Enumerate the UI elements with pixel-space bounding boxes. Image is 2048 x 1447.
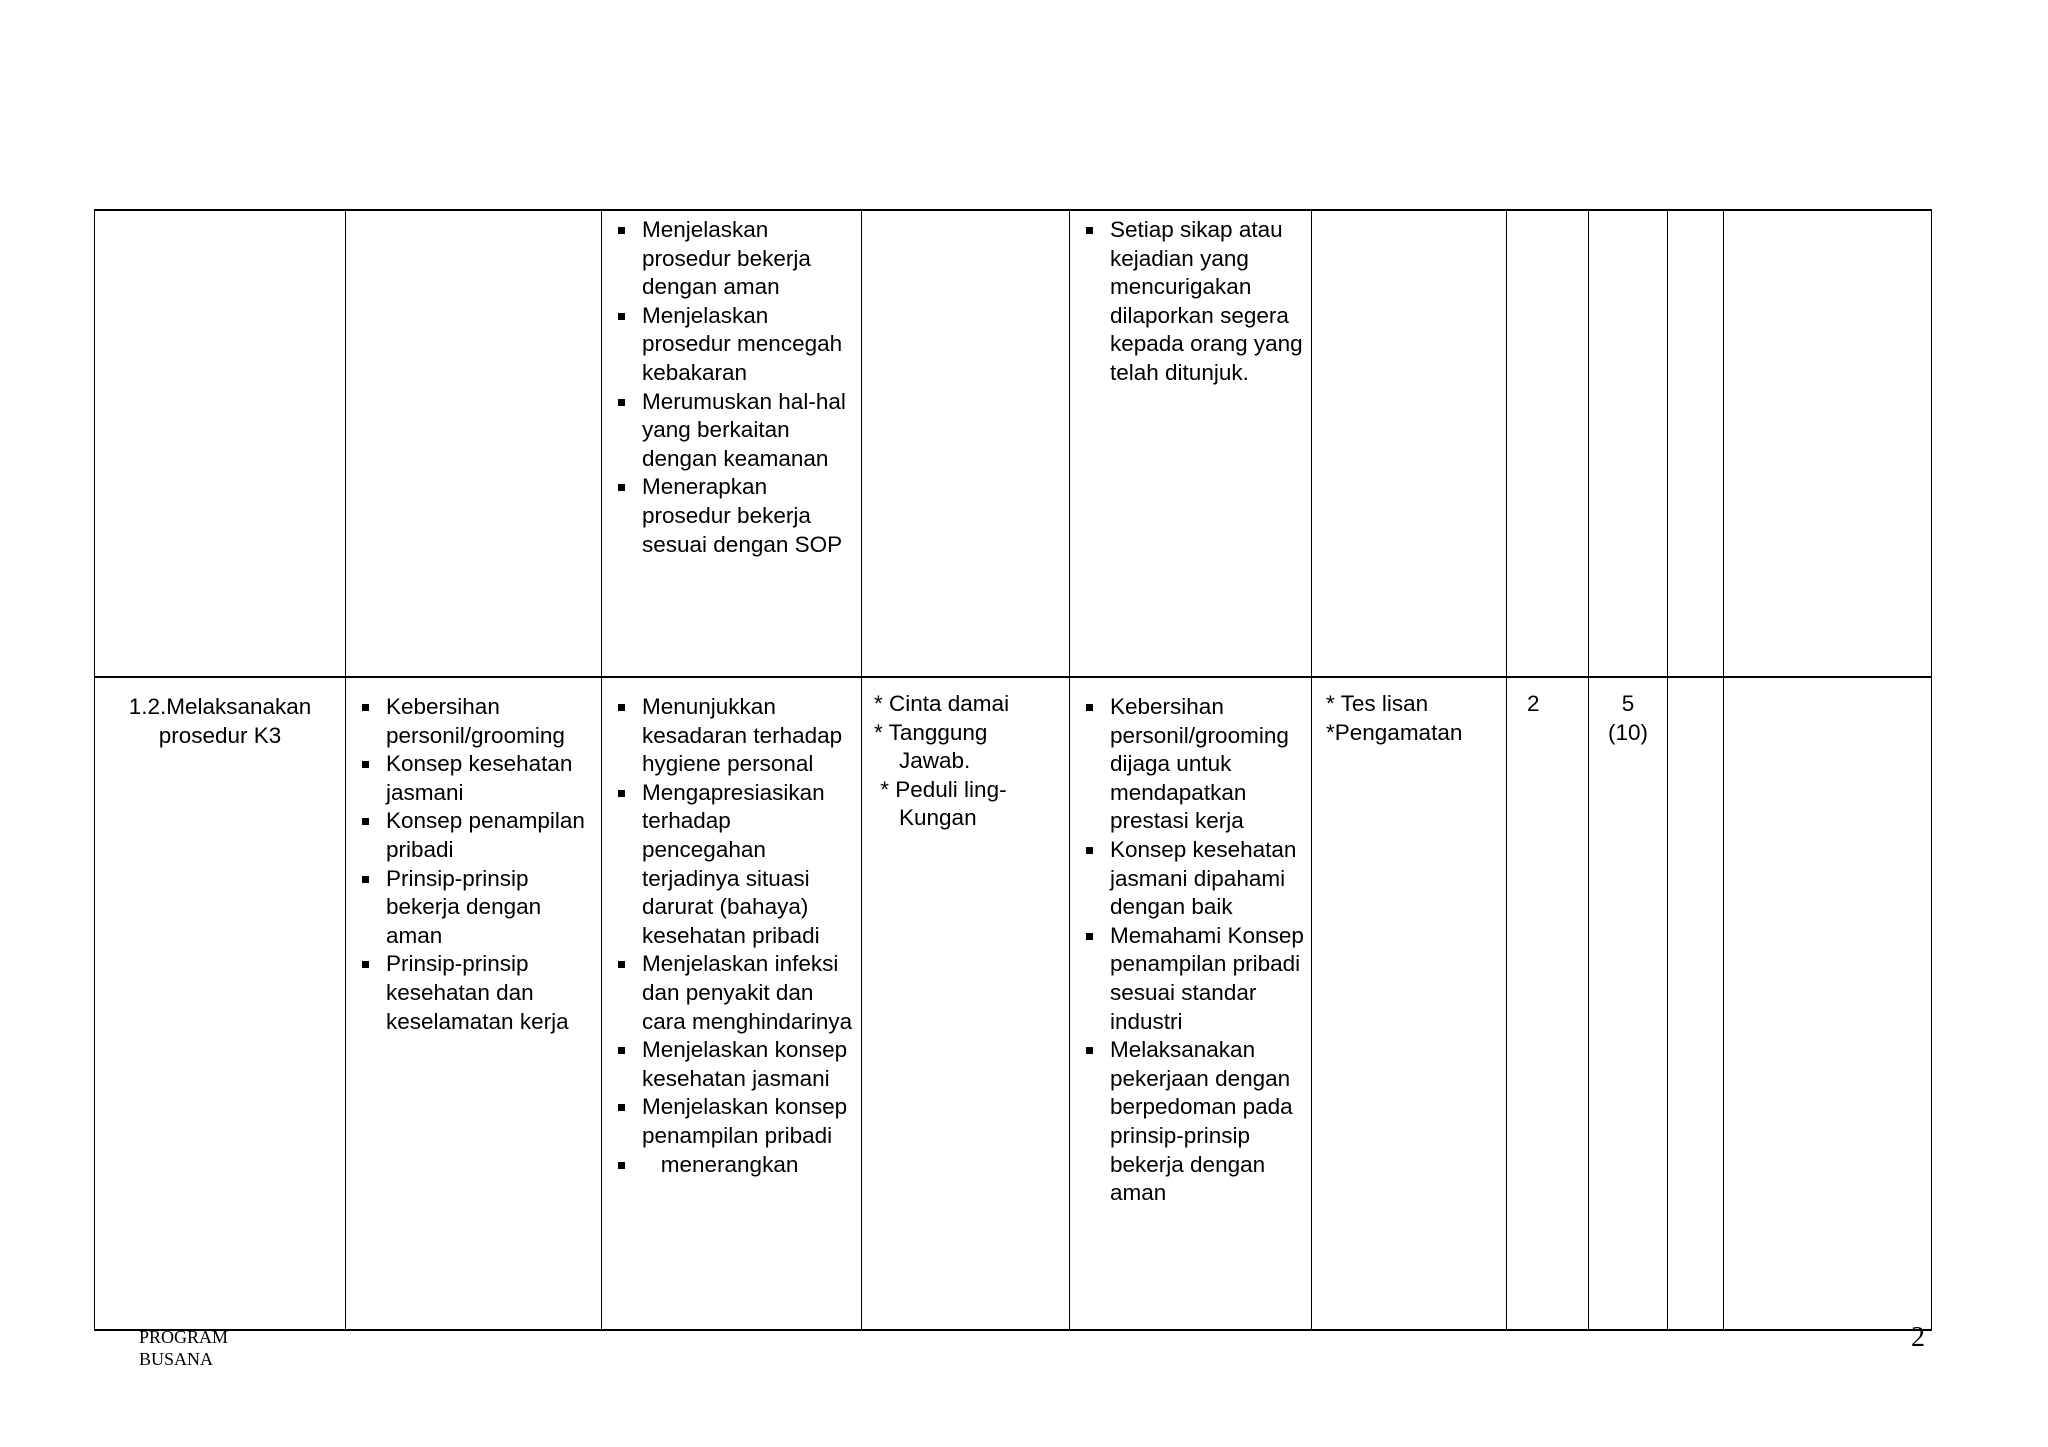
indicators-list [1070,216,1309,388]
list-item: Melaksanakan pekerjaan dengan berpedoman pada prinsip-prinsip bekerja dengan aman [1070,1036,1309,1208]
list-item: menerangkan [602,1151,859,1180]
time-value: 5 (10) [1607,691,1648,745]
indicators-list [1070,693,1309,1208]
assessment-text: * Tes lisan *Pengamatan [1326,691,1463,745]
list-item: Prinsip-prinsip bekerja dengan aman [346,865,597,951]
time-cell [1507,677,1589,1330]
assessment-cell [1312,210,1507,677]
time-cell [1668,677,1724,1330]
list-item: Konsep kesehatan jasmani [346,750,597,807]
material-cell [346,210,602,677]
time-cell [1589,677,1668,1330]
learning-activities-cell [602,677,862,1330]
material-list [346,693,597,1036]
list-item: Kebersihan personil/grooming dijaga untuk mendapatkan prestasi kerja [1070,693,1309,836]
resources-cell [1724,677,1932,1330]
competency-text: 1.2.Melaksanakan prosedur K3 [128,694,312,748]
list-item: Mengapresiasikan terhadap pencegahan terjadinya situasi darurat (bahaya) kesehatan pribadi [602,779,859,951]
table-row [95,210,1932,677]
learning-activities-list [602,216,859,559]
time-cell [1507,210,1589,677]
list-item: Kebersihan personil/grooming [346,693,597,750]
syllabus-table [94,209,1932,1331]
time-value: 2 [1527,691,1540,716]
material-cell [346,677,602,1330]
list-item: Menunjukkan kesadaran terhadap hygiene personal [602,693,859,779]
list-item: Menjelaskan konsep penampilan pribadi [602,1093,859,1150]
time-cell [1589,210,1668,677]
values-cell [862,677,1070,1330]
footer-program-label: PROGRAM BUSANA [139,1327,229,1369]
values-text: * Cinta damai * Tanggung Jawab. * Peduli ling- Kungan [874,691,1010,831]
list-item: Menerapkan prosedur bekerja sesuai dengan SOP [602,473,859,559]
list-item: Menjelaskan konsep kesehatan jasmani [602,1036,859,1093]
page-number: 2 [1911,1322,1925,1353]
learning-activities-cell [602,210,862,677]
indicators-cell [1070,677,1312,1330]
resources-cell [1724,210,1932,677]
list-item: Konsep penampilan pribadi [346,807,597,864]
list-item: Memahami Konsep penampilan pribadi sesuai standar industri [1070,922,1309,1036]
list-item: Menjelaskan infeksi dan penyakit dan cara menghindarinya [602,950,859,1036]
list-item: Merumuskan hal-hal yang berkaitan dengan keamanan [602,388,859,474]
values-cell [862,210,1070,677]
assessment-cell [1312,677,1507,1330]
indicators-cell [1070,210,1312,677]
list-item: Menjelaskan prosedur mencegah kebakaran [602,302,859,388]
list-item: Setiap sikap atau kejadian yang mencurigakan dilaporkan segera kepada orang yang telah ditunjuk. [1070,216,1309,388]
list-item: Konsep kesehatan jasmani dipahami dengan baik [1070,836,1309,922]
competency-cell [95,210,346,677]
table-row [95,677,1932,1330]
list-item: Menjelaskan prosedur bekerja dengan aman [602,216,859,302]
competency-cell [95,677,346,1330]
list-item: Prinsip-prinsip kesehatan dan keselamatan kerja [346,950,597,1036]
learning-activities-list [602,693,859,1179]
time-cell [1668,210,1724,677]
